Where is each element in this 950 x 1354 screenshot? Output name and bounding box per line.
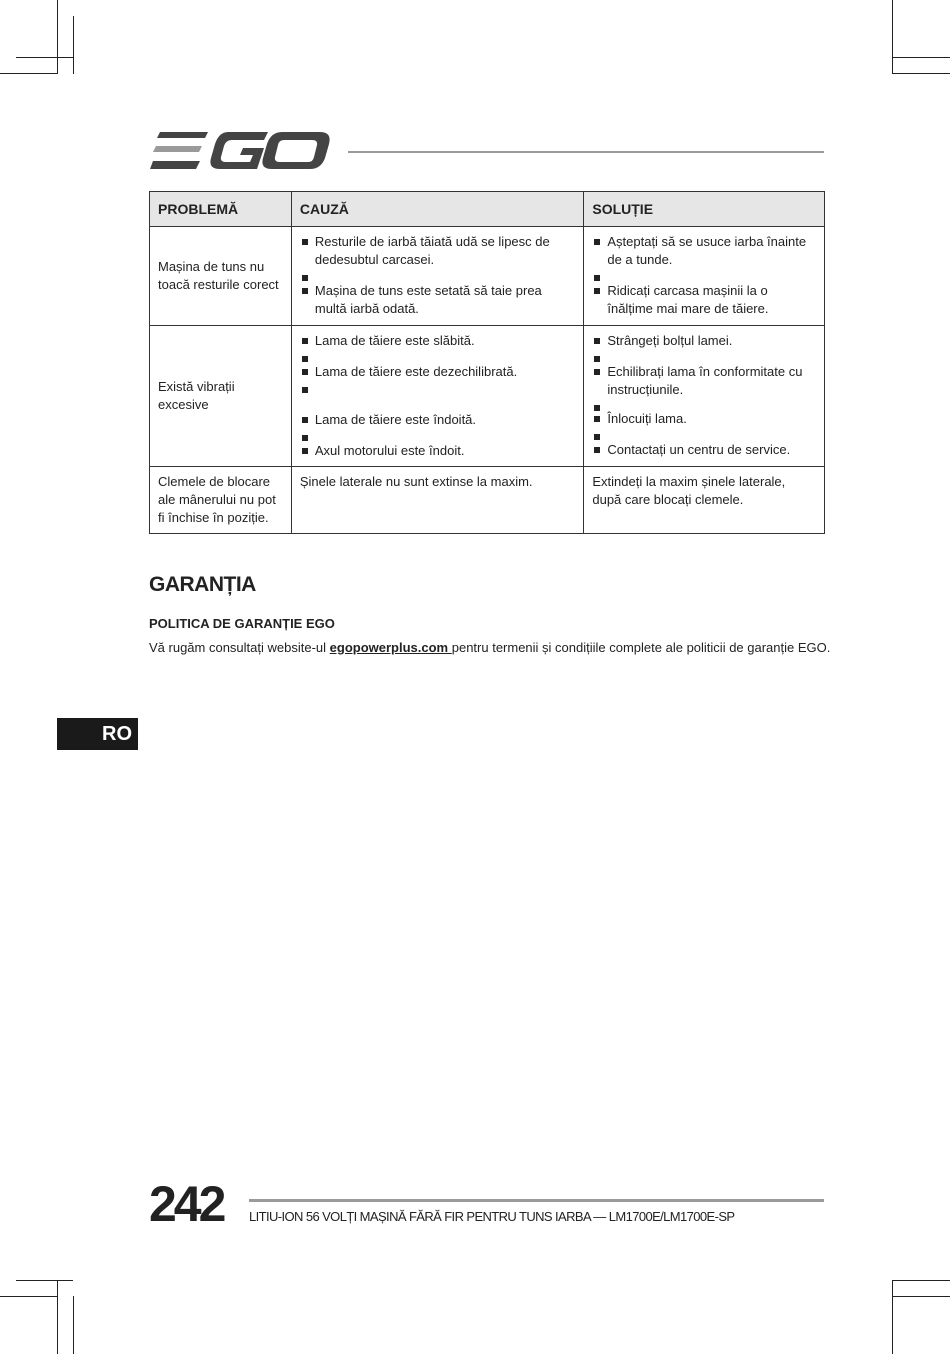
warranty-paragraph [149,640,830,655]
crop-mark-bl-h [16,1280,73,1281]
table-row [150,326,825,467]
problem-cell: Clemele de blocare ale mânerului nu pot fi închise în poziție. [150,467,292,534]
solution-cell [584,227,825,326]
crop-mark-tl-v [57,0,58,74]
crop-mark-tr-h [892,57,950,58]
solution-cell [584,326,825,467]
warranty-text-before: Vă rugăm consultați website-ul [149,640,330,655]
table-header-row [150,192,825,227]
header-cause: CAUZĂ [291,192,584,227]
cause-item: Lama de tăiere este slăbită. [300,332,576,350]
cause-cell [291,227,584,326]
spacer [592,350,816,363]
cause-item: Lama de tăiere este dezechilibrată. [300,363,576,381]
table-row [150,227,825,326]
crop-mark-br-h [892,1280,950,1281]
crop-mark-br-h2 [892,1296,950,1297]
solution-item: Așteptați să se usuce iarba înainte de a tunde. [592,233,816,269]
crop-mark-bl-v [57,1280,58,1354]
header-rule [348,151,824,153]
warranty-link[interactable]: egopowerplus.com [329,640,452,655]
crop-mark-bl-h2 [0,1296,57,1297]
spacer [300,269,576,282]
warranty-text-after: pentru termenii și condițiile complete ale politicii de garanție EGO. [451,640,831,655]
page-number: 242 [149,1176,224,1232]
warranty-subtitle: POLITICA DE GARANȚIE EGO [149,616,335,631]
problem-cell: Există vibrații excesive [150,326,292,467]
cause-cell [291,326,584,467]
spacer [300,350,576,363]
solution-item: Echilibrați lama în conformitate cu instrucțiunile. [592,363,816,399]
spacer [300,429,576,442]
cause-item: Mașina de tuns este setată să taie prea multă iarbă odată. [300,282,576,318]
spacer [300,381,576,411]
troubleshooting-table [149,191,825,534]
crop-mark-br-v [892,1280,893,1354]
crop-mark-tr-v [892,0,893,74]
header-problem: PROBLEMĂ [150,192,292,227]
crop-mark-tl-h [16,57,73,58]
problem-cell: Mașina de tuns nu toacă resturile corect [150,227,292,326]
spacer [592,269,816,282]
spacer [592,399,816,410]
crop-mark-tl-v2 [73,16,74,74]
footer-title: LITIU-ION 56 VOLȚI MAȘINĂ FĂRĂ FIR PENTRU TUNS IARBA — LM1700E/LM1700E-SP [249,1209,735,1224]
solution-item: Înlocuiți lama. [592,410,816,428]
cause-cell: Șinele laterale nu sunt extinse la maxim. [291,467,584,534]
solution-item: Ridicați carcasa mașinii la o înălțime mai mare de tăiere. [592,282,816,318]
solution-cell: Extindeți la maxim șinele laterale, după care blocați clemele. [584,467,825,534]
crop-mark-tl-h2 [0,73,57,74]
solution-item: Contactați un centru de service. [592,441,816,459]
crop-mark-bl-v2 [73,1296,74,1354]
header-solution: SOLUȚIE [584,192,825,227]
table-row [150,467,825,534]
language-tab: RO [57,718,138,750]
cause-item: Resturile de iarbă tăiată udă se lipesc de dedesubtul carcasei. [300,233,576,269]
crop-mark-tr-h2 [892,73,950,74]
warranty-title: GARANȚIA [149,573,256,596]
spacer [592,428,816,441]
solution-item: Strângeți bolțul lamei. [592,332,816,350]
cause-item: Axul motorului este îndoit. [300,442,576,460]
footer-rule [249,1199,824,1202]
cause-item: Lama de tăiere este îndoită. [300,411,576,429]
ego-logo [150,131,330,171]
